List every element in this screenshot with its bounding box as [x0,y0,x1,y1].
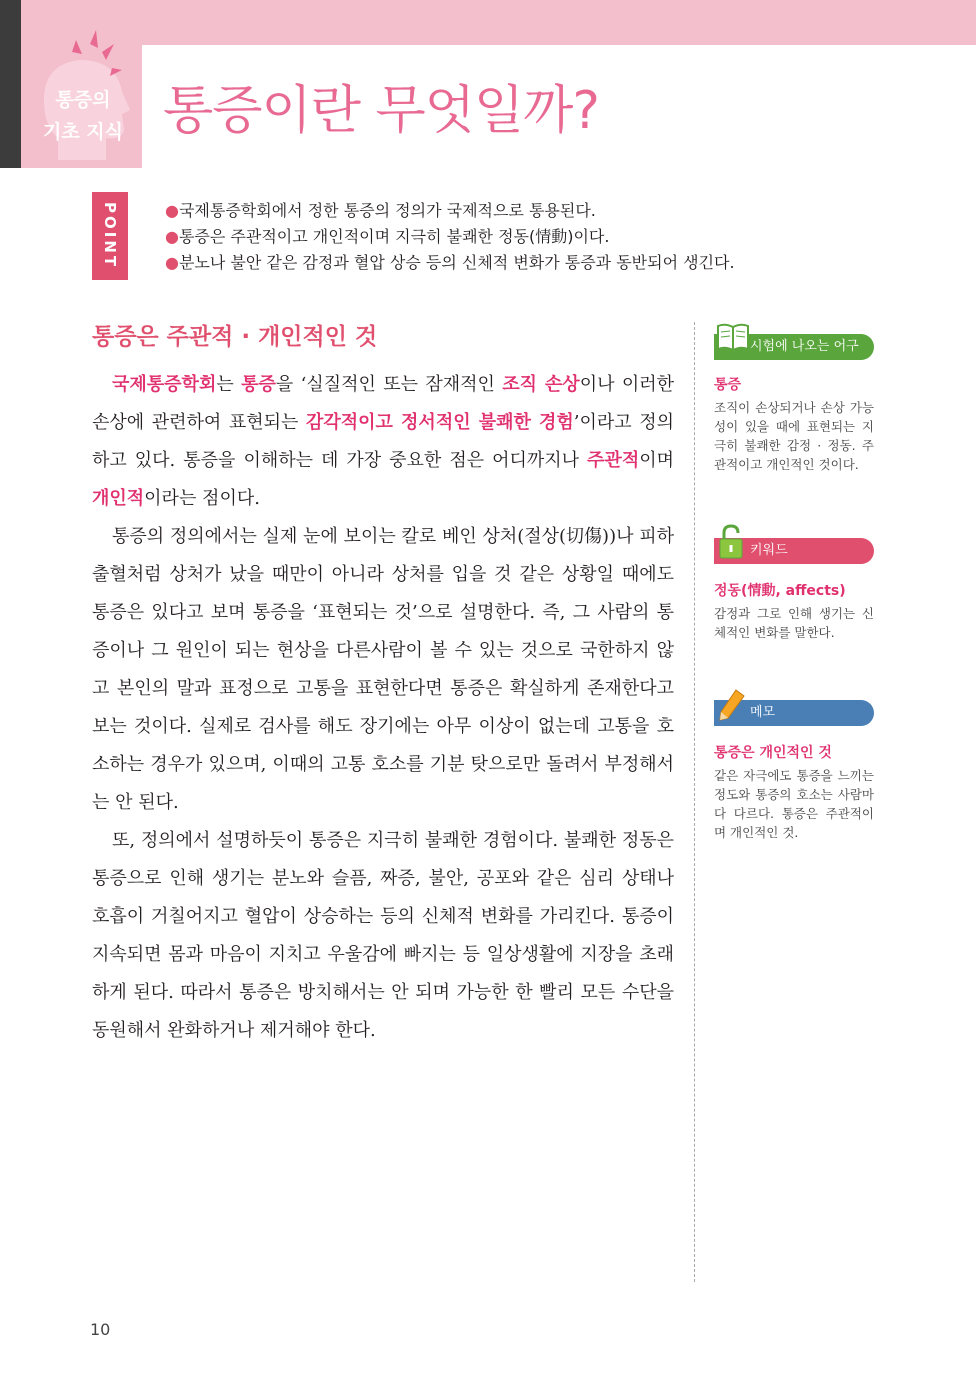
memo-tag: 메모 [714,700,874,726]
point-list [165,198,735,276]
point-item: ●분노나 불안 같은 감정과 혈압 상승 등의 신체적 변화가 통증과 동반되어 생긴다. [165,253,735,272]
left-dark-bar [0,0,21,168]
point-item: ●통증은 주관적이고 개인적이며 지극히 불쾌한 정동(情動)이다. [165,227,610,246]
top-pink-band [21,0,976,45]
paragraph-1: 국제통증학회는 통증을 ‘실질적인 또는 잠재적인 조직 손상이나 이러한 손상에 관련하여 표현되는 감각적이고 정서적인 불쾌한 경험’이라고 정의하고 있다. 통증을 이해하는 데 가장 중요한 점은 어디까지나 주관적이며 개인적이라는 점이다. [92,374,674,509]
keyword-term: 정동(情動, affects) [714,583,846,599]
pencil-icon [716,688,746,722]
bullet-icon: ● [165,227,179,246]
page-title: 통증이란 무엇일까? [163,81,599,141]
point-item: ●국제통증학회에서 정한 통증의 정의가 국제적으로 통용된다. [165,201,596,220]
exam-term: 통증 [714,377,742,393]
section-heading: 통증은 주관적 · 개인적인 것 [92,324,378,350]
memo-term: 통증은 개인적인 것 [714,745,832,761]
category-line-2: 기초 지식 [42,121,124,143]
page-number: 10 [90,1320,111,1339]
exam-terms-tag: 시험에 나오는 어구 [714,334,874,360]
category-line-1: 통증의 [55,89,111,111]
bullet-icon: ● [165,253,179,272]
body-text [92,366,674,1050]
paragraph-3: 또, 정의에서 설명하듯이 통증은 지극히 불쾌한 경험이다. 불쾌한 정동은 통증으로 인해 생기는 분노와 슬픔, 짜증, 불안, 공포와 같은 심리 상태나 호흡이 거칠어지고 혈압이 상승하는 등의 신체적 변화를 가리킨다. 통증이 지속되면 몸과 마음이 지치고 우울감에 빠지는 등 일상생활에 지장을 초래하게 된다. 따라서 통증은 방치해서는 안 되며 가능한 한 빨리 모든 수단을 동원해서 완화하거나 제거해야 한다. [92,830,674,1041]
paragraph-2: 통증의 정의에서는 실제 눈에 보이는 칼로 베인 상처(절상(切傷))나 피하출혈처럼 상처가 났을 때만이 아니라 상처를 입을 것 같은 상황일 때에도 통증은 있다고 보며 통증을 ‘표현되는 것’으로 설명한다. 즉, 그 사람의 통증이나 그 원인이 되는 현상을 다른사람이 볼 수 있는 것으로 국한하지 않고 본인의 말과 표정으로 고통을 표현한다면 통증은 확실하게 존재한다고 보는 것이다. 실제로 검사를 해도 장기에는 아무 이상이 없는데 고통을 호소하는 경우가 있으며, 이때의 고통 호소를 기분 탓으로만 돌려서 부정해서는 안 된다. [92,526,674,813]
point-label: POINT [92,192,128,280]
exam-term-desc: 조직이 손상되거나 손상 가능성이 있을 때에 표현되는 지극히 불쾌한 감정 · 정동. 주관적이고 개인적인 것이다. [714,400,874,472]
lock-icon [718,524,744,560]
keyword-desc: 감정과 그로 인해 생기는 신체적인 변화를 말한다. [714,606,874,640]
keyword-tag: 키워드 [714,538,874,564]
bullet-icon: ● [165,201,179,220]
category-label [28,84,138,148]
memo-desc: 같은 자극에도 통증을 느끼는 정도와 통증의 호소는 사람마다 다르다. 통증은 주관적이며 개인적인 것. [714,768,874,840]
sidebar-divider [694,322,695,1282]
book-icon [716,322,750,352]
